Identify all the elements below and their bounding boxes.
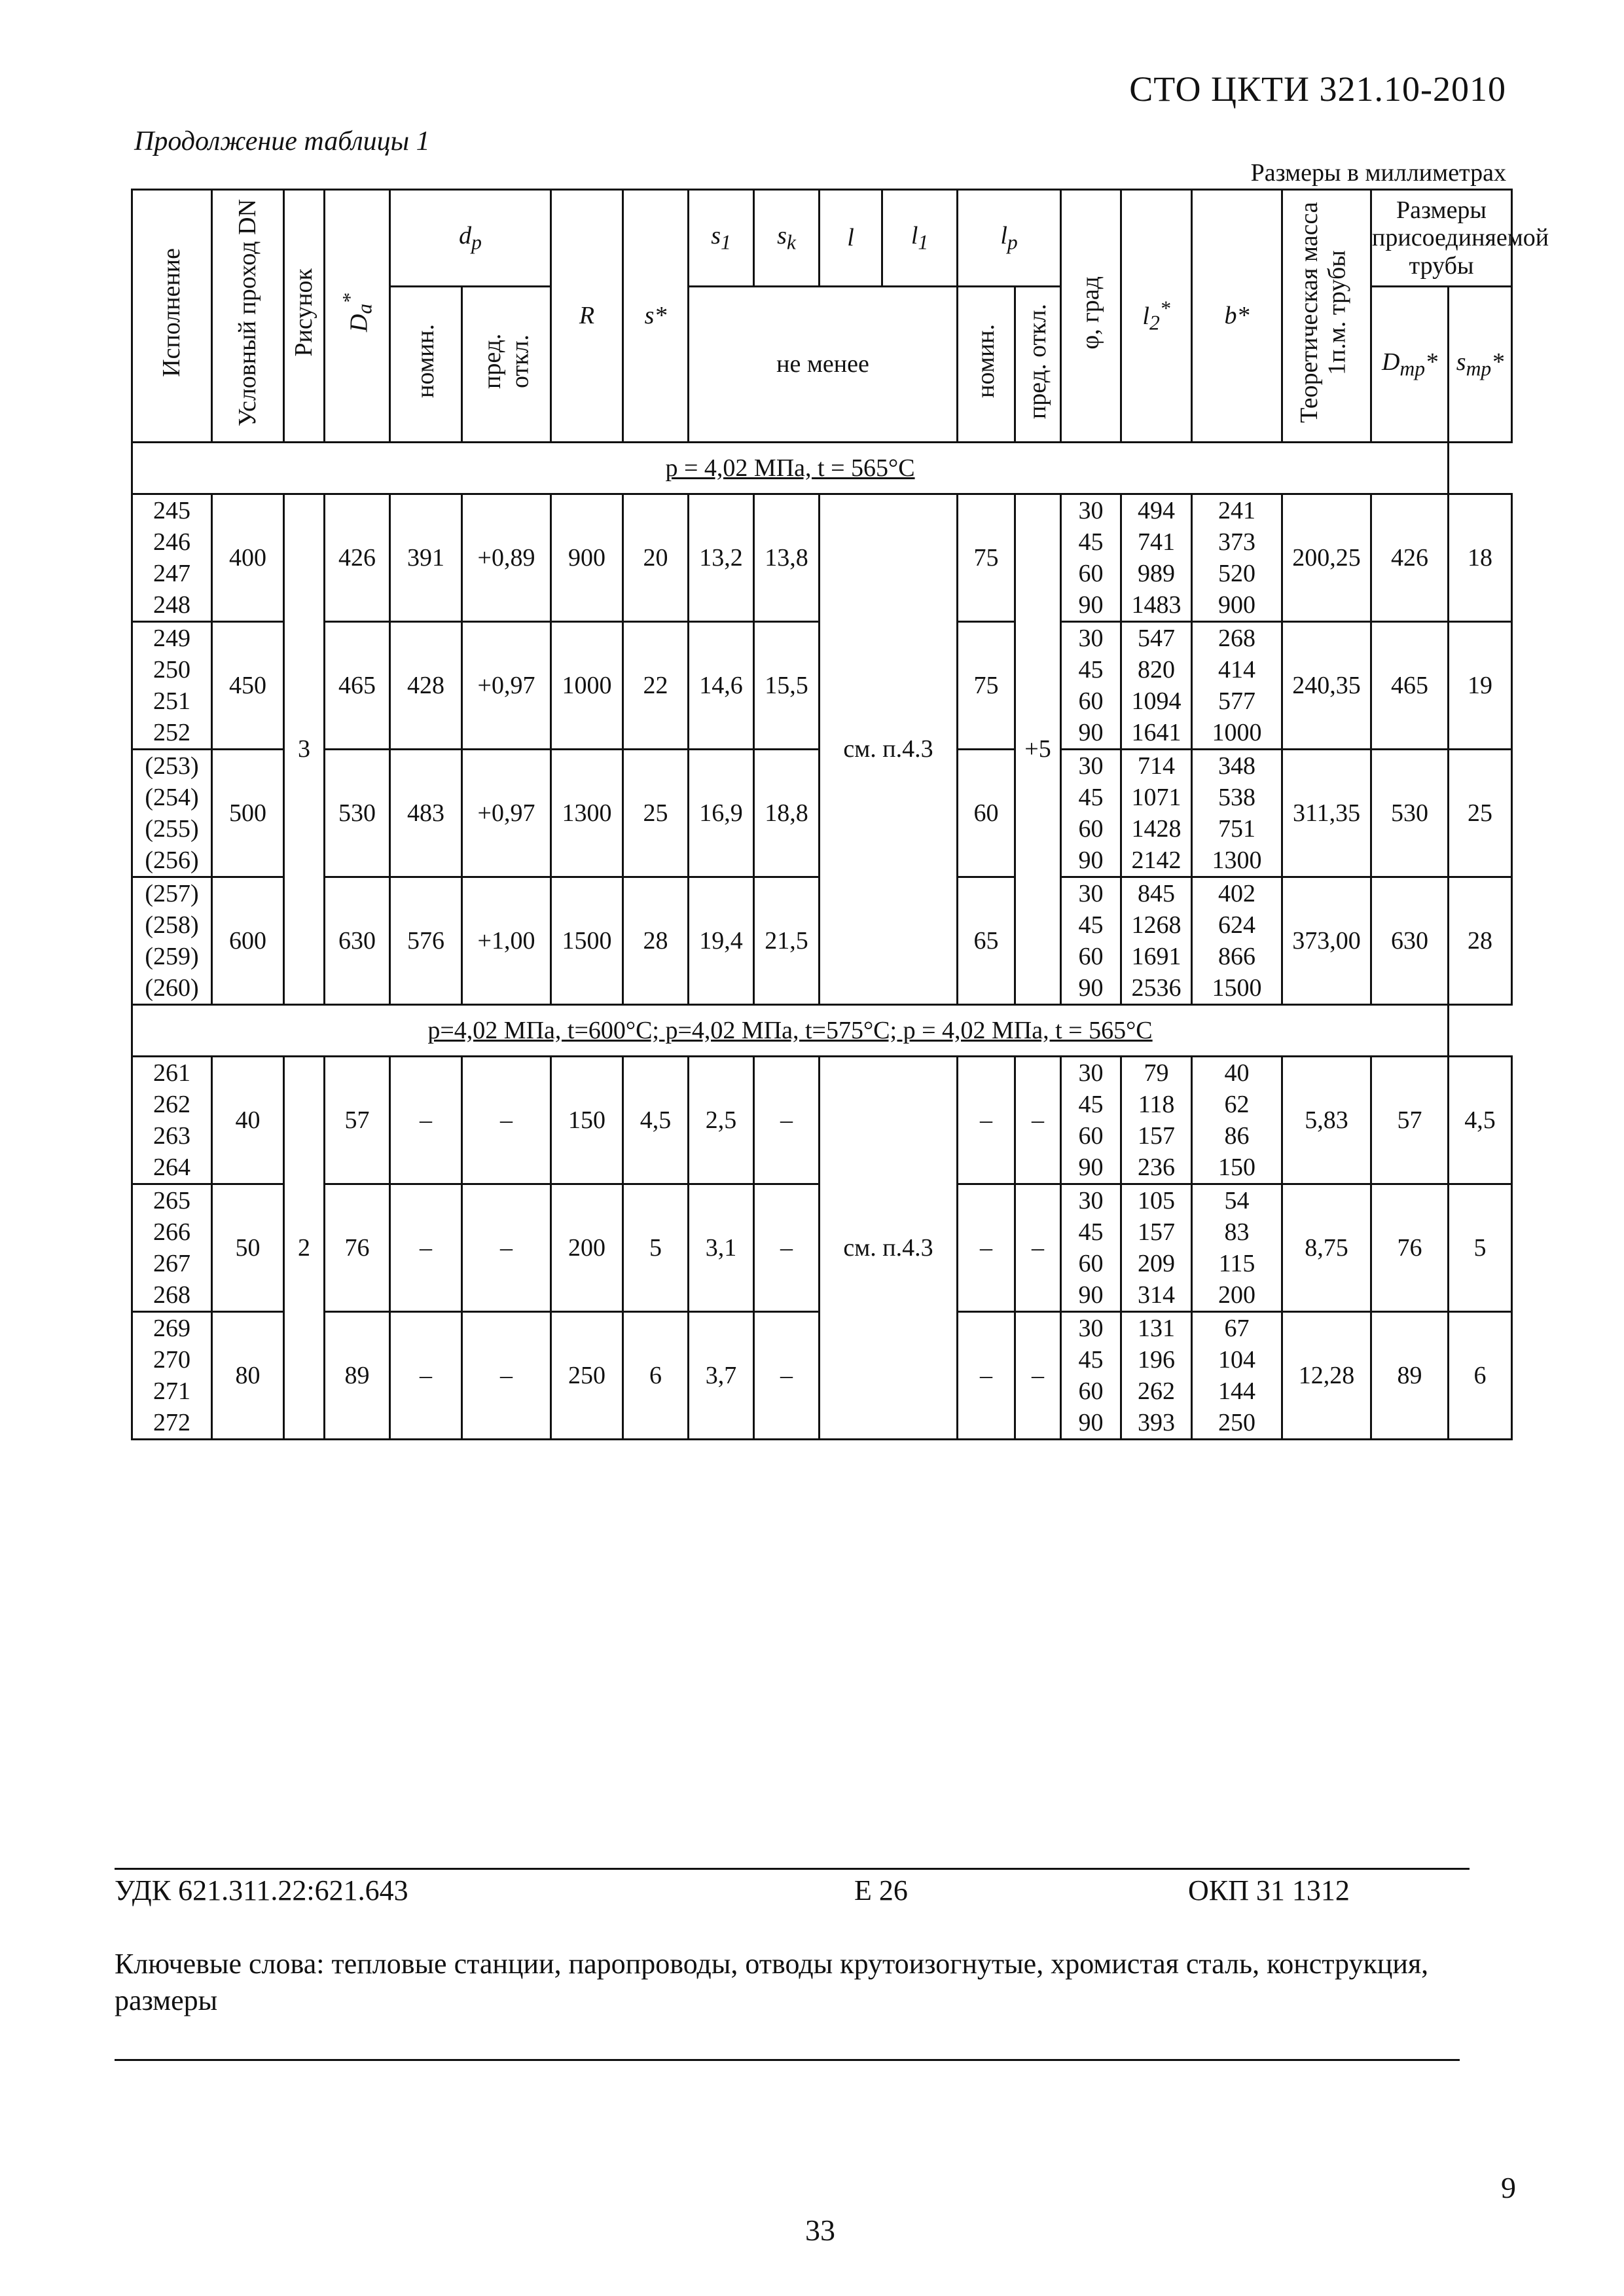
cell-value: 624 xyxy=(1218,911,1256,939)
document-code: СТО ЦКТИ 321.10-2010 xyxy=(1129,69,1506,109)
cell-value: 90 xyxy=(1078,719,1104,746)
col-da: $D_a^*$ xyxy=(325,190,390,443)
cell-phi xyxy=(1061,1184,1121,1312)
divider-line xyxy=(115,2059,1460,2061)
cell-value: (259) xyxy=(145,943,199,970)
cell-value: 30 xyxy=(1078,625,1104,652)
cell-mass: 200,25 xyxy=(1282,494,1371,622)
cell-value: 262 xyxy=(1138,1377,1176,1405)
cell-value: 1428 xyxy=(1131,815,1182,843)
cell-da: 57 xyxy=(325,1057,390,1184)
cell-value: 263 xyxy=(153,1122,190,1150)
cell-lp: – xyxy=(958,1312,1015,1440)
e-code: Е 26 xyxy=(854,1874,908,1906)
cell-s: 6 xyxy=(623,1312,689,1440)
cell-value: 1268 xyxy=(1131,911,1182,939)
col-dp-tol: пред. откл. xyxy=(462,287,551,443)
cell-da: 89 xyxy=(325,1312,390,1440)
col-dp-nomin: номин. xyxy=(390,287,462,443)
cell-value: 105 xyxy=(1138,1187,1176,1214)
cell-dp-nom: – xyxy=(390,1312,462,1440)
cell-dn: 600 xyxy=(212,877,284,1005)
cell-value: 62 xyxy=(1224,1091,1250,1118)
cell-dp-tol: +0,97 xyxy=(462,750,551,877)
cell-value: 577 xyxy=(1218,687,1256,715)
cell-dn: 500 xyxy=(212,750,284,877)
section-row xyxy=(132,443,1449,494)
cell-value: 249 xyxy=(153,625,190,652)
cell-value: 251 xyxy=(153,687,190,715)
cell-value: 751 xyxy=(1218,815,1256,843)
cell-mass: 311,35 xyxy=(1282,750,1371,877)
cell-value: 60 xyxy=(1078,1377,1104,1405)
col-lp-nomin: номин. xyxy=(958,287,1015,443)
cell-dtr: 426 xyxy=(1371,494,1449,622)
cell-value: (253) xyxy=(145,752,199,780)
cell-value: 131 xyxy=(1138,1315,1176,1342)
col-risunok: Рисунок xyxy=(284,190,325,443)
cell-l2 xyxy=(1121,1312,1192,1440)
cell-l2 xyxy=(1121,622,1192,750)
cell-sk: 15,5 xyxy=(754,622,820,750)
cell-value: 90 xyxy=(1078,974,1104,1002)
cell-dp-nom: 483 xyxy=(390,750,462,877)
cell-value: 250 xyxy=(1218,1409,1256,1436)
cell-value: 30 xyxy=(1078,1315,1104,1342)
cell-value: 1483 xyxy=(1131,591,1182,619)
cell-value: 67 xyxy=(1224,1315,1250,1342)
cell-value: 150 xyxy=(1218,1154,1256,1181)
cell-value: 248 xyxy=(153,591,190,619)
cell-value: 40 xyxy=(1224,1059,1250,1087)
cell-r: 1000 xyxy=(551,622,623,750)
cell-value: 246 xyxy=(153,528,190,556)
cell-str: 28 xyxy=(1449,877,1512,1005)
cell-b xyxy=(1192,494,1282,622)
cell-l2 xyxy=(1121,750,1192,877)
cell-value: 714 xyxy=(1138,752,1176,780)
col-s1: $s_1$ xyxy=(689,190,754,287)
udk-code: УДК 621.311.22:621.643 xyxy=(115,1874,408,1906)
cell-value: 245 xyxy=(153,497,190,524)
cell-value: 494 xyxy=(1138,497,1176,524)
dimensions-table xyxy=(131,189,1549,1440)
cell-value: 272 xyxy=(153,1409,190,1436)
page-number: 33 xyxy=(805,2214,835,2247)
cell-value: 270 xyxy=(153,1346,190,1374)
cell-b xyxy=(1192,1057,1282,1184)
cell-b xyxy=(1192,750,1282,877)
cell-phi xyxy=(1061,750,1121,877)
cell-lp-tol: +5 xyxy=(1015,494,1061,1005)
cell-r: 1500 xyxy=(551,877,623,1005)
cell-value: 236 xyxy=(1138,1154,1176,1181)
cell-isp xyxy=(132,622,212,750)
cell-lp: 65 xyxy=(958,877,1015,1005)
cell-risunok: 3 xyxy=(284,494,325,1005)
cell-isp xyxy=(132,1312,212,1440)
cell-value: 314 xyxy=(1138,1281,1176,1309)
cell-sk: 18,8 xyxy=(754,750,820,877)
cell-isp xyxy=(132,1057,212,1184)
okp-code: ОКП 31 1312 xyxy=(1188,1874,1350,1906)
cell-s1: 3,1 xyxy=(689,1184,754,1312)
cell-value: 60 xyxy=(1078,687,1104,715)
cell-da: 530 xyxy=(325,750,390,877)
cell-value: 60 xyxy=(1078,943,1104,970)
cell-mass: 240,35 xyxy=(1282,622,1371,750)
cell-dtr: 465 xyxy=(1371,622,1449,750)
cell-mass: 373,00 xyxy=(1282,877,1371,1005)
cell-b xyxy=(1192,1184,1282,1312)
cell-value: 267 xyxy=(153,1250,190,1277)
cell-value: 200 xyxy=(1218,1281,1256,1309)
sheet-number: 9 xyxy=(1501,2171,1516,2204)
cell-value: 90 xyxy=(1078,1154,1104,1181)
cell-isp xyxy=(132,750,212,877)
cell-dn: 80 xyxy=(212,1312,284,1440)
cell-value: (260) xyxy=(145,974,199,1002)
cell-value: 60 xyxy=(1078,1250,1104,1277)
cell-str: 4,5 xyxy=(1449,1057,1512,1184)
cell-value: 157 xyxy=(1138,1218,1176,1246)
table-header xyxy=(132,190,1549,443)
cell-value: 45 xyxy=(1078,528,1104,556)
cell-value: 79 xyxy=(1144,1059,1169,1087)
cell-value: 247 xyxy=(153,560,190,587)
cell-value: 60 xyxy=(1078,815,1104,843)
cell-value: 83 xyxy=(1224,1218,1250,1246)
cell-value: 2142 xyxy=(1131,847,1182,874)
cell-l2 xyxy=(1121,1057,1192,1184)
cell-s1: 16,9 xyxy=(689,750,754,877)
col-sk: $s_k$ xyxy=(754,190,820,287)
cell-value: 45 xyxy=(1078,1218,1104,1246)
cell-value: (257) xyxy=(145,880,199,907)
cell-str: 5 xyxy=(1449,1184,1512,1312)
col-ispolnenie: Исполнение xyxy=(132,190,212,443)
cell-dn: 40 xyxy=(212,1057,284,1184)
col-lp: $l_р$ xyxy=(958,190,1061,287)
cell-value: (258) xyxy=(145,911,199,939)
table-row xyxy=(132,494,1512,622)
cell-value: 1691 xyxy=(1131,943,1182,970)
cell-s1: 3,7 xyxy=(689,1312,754,1440)
cell-dtr: 89 xyxy=(1371,1312,1449,1440)
cell-s: 22 xyxy=(623,622,689,750)
section-row xyxy=(132,1005,1449,1057)
cell-value: 268 xyxy=(1218,625,1256,652)
cell-value: 900 xyxy=(1218,591,1256,619)
cell-dp-tol: +0,97 xyxy=(462,622,551,750)
cell-dp-tol: +0,89 xyxy=(462,494,551,622)
cell-s1: 19,4 xyxy=(689,877,754,1005)
cell-value: 90 xyxy=(1078,847,1104,874)
cell-value: 262 xyxy=(153,1091,190,1118)
cell-dn: 400 xyxy=(212,494,284,622)
cell-value: 104 xyxy=(1218,1346,1256,1374)
keywords: Ключевые слова: тепловые станции, паропроводы, отводы крутоизогнутые, хромистая сталь, конструкция, размеры xyxy=(115,1948,1429,2016)
cell-str: 25 xyxy=(1449,750,1512,877)
cell-value: 45 xyxy=(1078,656,1104,683)
cell-l2 xyxy=(1121,877,1192,1005)
cell-phi xyxy=(1061,877,1121,1005)
cell-dp-tol: – xyxy=(462,1057,551,1184)
cell-value: 261 xyxy=(153,1059,190,1087)
cell-dp-nom: – xyxy=(390,1057,462,1184)
cell-value: 45 xyxy=(1078,1346,1104,1374)
cell-value: 60 xyxy=(1078,560,1104,587)
col-l2: $l_2^*$ xyxy=(1121,190,1192,443)
col-dtr: $D_{тр}*$ xyxy=(1371,287,1449,443)
cell-value: 866 xyxy=(1218,943,1256,970)
cell-dp-nom: – xyxy=(390,1184,462,1312)
cell-value: 269 xyxy=(153,1315,190,1342)
cell-value: 2536 xyxy=(1131,974,1182,1002)
cell-value: 60 xyxy=(1078,1122,1104,1150)
cell-s1: 13,2 xyxy=(689,494,754,622)
cell-value: 414 xyxy=(1218,656,1256,683)
cell-dp-nom: 428 xyxy=(390,622,462,750)
cell-isp xyxy=(132,1184,212,1312)
cell-value: 741 xyxy=(1138,528,1176,556)
cell-str: 19 xyxy=(1449,622,1512,750)
cell-dtr: 76 xyxy=(1371,1184,1449,1312)
cell-lp-tol: – xyxy=(1015,1312,1061,1440)
cell-value: 1300 xyxy=(1212,847,1262,874)
col-lp-tol: пред. откл. xyxy=(1015,287,1061,443)
cell-value: 547 xyxy=(1138,625,1176,652)
cell-phi xyxy=(1061,1057,1121,1184)
cell-str: 18 xyxy=(1449,494,1512,622)
cell-value: 45 xyxy=(1078,1091,1104,1118)
cell-phi xyxy=(1061,1312,1121,1440)
col-pipe-dims: Размеры присоединяемой трубы xyxy=(1371,190,1512,287)
cell-str: 6 xyxy=(1449,1312,1512,1440)
col-mass: Теоретическая масса 1п.м. трубы xyxy=(1282,190,1371,443)
cell-da: 630 xyxy=(325,877,390,1005)
cell-sk: – xyxy=(754,1057,820,1184)
cell-value: 54 xyxy=(1224,1187,1250,1214)
cell-b xyxy=(1192,877,1282,1005)
cell-dtr: 530 xyxy=(1371,750,1449,877)
cell-sk: 21,5 xyxy=(754,877,820,1005)
cell-value: 30 xyxy=(1078,752,1104,780)
col-dp: $d_р$ xyxy=(390,190,551,287)
cell-value: 1000 xyxy=(1212,719,1262,746)
cell-value: 252 xyxy=(153,719,190,746)
cell-dtr: 57 xyxy=(1371,1057,1449,1184)
cell-value: 265 xyxy=(153,1187,190,1214)
cell-value: 45 xyxy=(1078,784,1104,811)
cell-phi xyxy=(1061,494,1121,622)
section-label: р=4,02 МПа, t=600°С; р=4,02 МПа, t=575°С; р = 4,02 МПа, t = 565°С xyxy=(427,1016,1153,1044)
cell-da: 465 xyxy=(325,622,390,750)
cell-s1: 2,5 xyxy=(689,1057,754,1184)
table-body xyxy=(132,443,1512,1440)
cell-value: 538 xyxy=(1218,784,1256,811)
cell-s: 4,5 xyxy=(623,1057,689,1184)
cell-s: 28 xyxy=(623,877,689,1005)
cell-l2 xyxy=(1121,1184,1192,1312)
cell-value: 30 xyxy=(1078,1059,1104,1087)
cell-sk: – xyxy=(754,1312,820,1440)
cell-value: 264 xyxy=(153,1154,190,1181)
cell-value: 1641 xyxy=(1131,719,1182,746)
cell-value: 90 xyxy=(1078,591,1104,619)
cell-dp-tol: – xyxy=(462,1312,551,1440)
cell-mass: 8,75 xyxy=(1282,1184,1371,1312)
cell-value: 393 xyxy=(1138,1409,1176,1436)
cell-dp-tol: – xyxy=(462,1184,551,1312)
table-row xyxy=(132,1057,1512,1184)
cell-value: 196 xyxy=(1138,1346,1176,1374)
section-label: р = 4,02 МПа, t = 565°С xyxy=(665,454,915,482)
cell-s: 25 xyxy=(623,750,689,877)
cell-da: 426 xyxy=(325,494,390,622)
cell-da: 76 xyxy=(325,1184,390,1312)
cell-value: 820 xyxy=(1138,656,1176,683)
cell-value: 86 xyxy=(1224,1122,1250,1150)
cell-value: 1071 xyxy=(1131,784,1182,811)
cell-value: 241 xyxy=(1218,497,1256,524)
cell-value: 30 xyxy=(1078,1187,1104,1214)
col-dn: Условный проход DN xyxy=(212,190,284,443)
cell-value: 266 xyxy=(153,1218,190,1246)
cell-lp-tol: – xyxy=(1015,1057,1061,1184)
cell-dp-tol: +1,00 xyxy=(462,877,551,1005)
cell-see-note: см. п.4.3 xyxy=(820,1057,958,1440)
table-caption: Продолжение таблицы 1 xyxy=(134,126,430,156)
cell-value: 1094 xyxy=(1131,687,1182,715)
col-phi: φ, град xyxy=(1061,190,1121,443)
cell-value: 90 xyxy=(1078,1281,1104,1309)
col-l1: $l_1$ xyxy=(882,190,958,287)
cell-lp: – xyxy=(958,1184,1015,1312)
col-s: s* xyxy=(623,190,689,443)
cell-value: 144 xyxy=(1218,1377,1256,1405)
cell-value: (256) xyxy=(145,847,199,874)
cell-value: (255) xyxy=(145,815,199,843)
cell-value: 348 xyxy=(1218,752,1256,780)
cell-r: 900 xyxy=(551,494,623,622)
cell-value: 30 xyxy=(1078,880,1104,907)
col-r: R xyxy=(551,190,623,443)
cell-r: 150 xyxy=(551,1057,623,1184)
cell-r: 200 xyxy=(551,1184,623,1312)
cell-mass: 5,83 xyxy=(1282,1057,1371,1184)
cell-value: 402 xyxy=(1218,880,1256,907)
cell-lp-tol: – xyxy=(1015,1184,1061,1312)
cell-risunok: 2 xyxy=(284,1057,325,1440)
cell-value: 989 xyxy=(1138,560,1176,587)
cell-value: 118 xyxy=(1138,1091,1175,1118)
cell-sk: – xyxy=(754,1184,820,1312)
cell-value: 268 xyxy=(153,1281,190,1309)
cell-isp xyxy=(132,494,212,622)
col-l: l xyxy=(820,190,882,287)
cell-l2 xyxy=(1121,494,1192,622)
cell-lp: 60 xyxy=(958,750,1015,877)
cell-dp-nom: 391 xyxy=(390,494,462,622)
cell-value: 373 xyxy=(1218,528,1256,556)
cell-value: 520 xyxy=(1218,560,1256,587)
cell-value: 45 xyxy=(1078,911,1104,939)
cell-mass: 12,28 xyxy=(1282,1312,1371,1440)
cell-value: 115 xyxy=(1218,1250,1255,1277)
col-ne-menee: не менее xyxy=(689,287,958,443)
cell-dn: 450 xyxy=(212,622,284,750)
cell-r: 1300 xyxy=(551,750,623,877)
col-str: $s_{тр}*$ xyxy=(1449,287,1512,443)
cell-s: 5 xyxy=(623,1184,689,1312)
cell-s: 20 xyxy=(623,494,689,622)
cell-s1: 14,6 xyxy=(689,622,754,750)
cell-value: 157 xyxy=(1138,1122,1176,1150)
col-b: b* xyxy=(1192,190,1282,443)
cell-value: 90 xyxy=(1078,1409,1104,1436)
cell-lp: – xyxy=(958,1057,1015,1184)
divider-line xyxy=(115,1868,1470,1870)
units-note: Размеры в миллиметрах xyxy=(1250,159,1506,187)
cell-dn: 50 xyxy=(212,1184,284,1312)
cell-value: 845 xyxy=(1138,880,1176,907)
cell-lp: 75 xyxy=(958,494,1015,622)
cell-value: (254) xyxy=(145,784,199,811)
cell-value: 30 xyxy=(1078,497,1104,524)
cell-r: 250 xyxy=(551,1312,623,1440)
cell-value: 209 xyxy=(1138,1250,1176,1277)
cell-dp-nom: 576 xyxy=(390,877,462,1005)
cell-b xyxy=(1192,1312,1282,1440)
cell-value: 250 xyxy=(153,656,190,683)
cell-isp xyxy=(132,877,212,1005)
cell-dtr: 630 xyxy=(1371,877,1449,1005)
cell-sk: 13,8 xyxy=(754,494,820,622)
cell-b xyxy=(1192,622,1282,750)
cell-phi xyxy=(1061,622,1121,750)
cell-lp: 75 xyxy=(958,622,1015,750)
cell-value: 271 xyxy=(153,1377,190,1405)
cell-value: 1500 xyxy=(1212,974,1262,1002)
cell-see-note: см. п.4.3 xyxy=(820,494,958,1005)
